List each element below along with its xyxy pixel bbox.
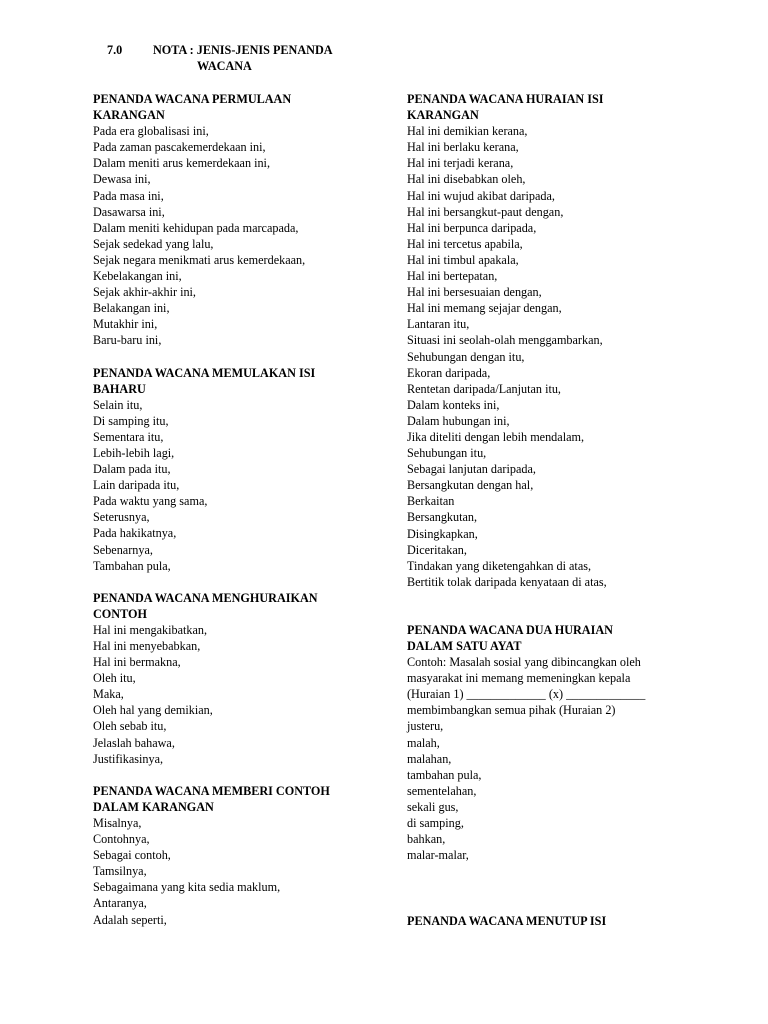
document-title-continued: WACANA <box>197 59 252 73</box>
right-column <box>407 91 677 879</box>
section-heading-continued: DALAM KARANGAN <box>93 799 214 814</box>
list-item: Sebenarnya, <box>93 542 153 557</box>
list-item: Pada waktu yang sama, <box>93 494 208 509</box>
list-item: Pada masa ini, <box>93 188 164 203</box>
list-item: Hal ini bertepatan, <box>407 269 498 284</box>
section-heading: PENANDA WACANA PERMULAAN <box>93 92 292 106</box>
list-item: Hal ini timbul apakala, <box>407 252 519 267</box>
list-item: malahan, <box>407 751 452 766</box>
list-item: Sejak negara menikmati arus kemerdekaan, <box>93 252 306 267</box>
list-item: Lantaran itu, <box>407 317 470 332</box>
list-item: Hal ini terjadi kerana, <box>407 156 514 171</box>
list-item: malah, <box>407 735 440 750</box>
list-item: Hal ini disebabkan oleh, <box>407 172 526 187</box>
list-item: Oleh itu, <box>93 671 136 686</box>
section-heading: PENANDA WACANA HURAIAN ISI <box>407 92 604 106</box>
example-text: Contoh: Masalah sosial yang dibincangkan oleh <box>407 655 641 670</box>
list-item: Pada era globalisasi ini, <box>93 124 209 139</box>
list-item: Sementara itu, <box>93 429 164 444</box>
section <box>93 590 368 767</box>
section <box>93 783 368 928</box>
section-number: 7.0 <box>107 43 123 57</box>
list-item: Seterusnya, <box>93 510 150 525</box>
list-item: Sehubungan dengan itu, <box>407 349 525 364</box>
section-heading: PENANDA WACANA MEMBERI CONTOH <box>93 783 330 798</box>
list-item: Pada zaman pascakemerdekaan ini, <box>93 140 266 155</box>
list-item: Dalam meniti kehidupan pada marcapada, <box>93 220 299 235</box>
section <box>93 365 368 574</box>
list-item: Selain itu, <box>93 397 143 412</box>
list-item: Bertitik tolak daripada kenyataan di atas, <box>407 574 607 589</box>
list-item: sementelahan, <box>407 783 477 798</box>
list-item: di samping, <box>407 816 464 831</box>
list-item: Hal ini berpunca daripada, <box>407 220 537 235</box>
section-heading-continued: DALAM SATU AYAT <box>407 639 522 653</box>
list-item: Pada hakikatnya, <box>93 526 177 541</box>
example-text: (Huraian 1) _____________ (x) _____________ <box>407 687 646 702</box>
list-item: Hal ini tercetus apabila, <box>407 236 523 251</box>
list-item: Hal ini bersesuaian dengan, <box>407 285 542 300</box>
list-item: Mutakhir ini, <box>93 317 158 332</box>
list-item: Jika diteliti dengan lebih mendalam, <box>407 429 585 444</box>
list-item: Sebagaimana yang kita sedia maklum, <box>93 880 281 895</box>
list-item: Berkaitan <box>407 494 455 509</box>
list-item: Situasi ini seolah-olah menggambarkan, <box>407 333 603 348</box>
list-item: Dasawarsa ini, <box>93 204 165 219</box>
section-heading: PENANDA WACANA MEMULAKAN ISI <box>93 365 316 380</box>
list-item: Bersangkutan, <box>407 510 478 525</box>
section <box>407 91 677 590</box>
list-item: Disingkapkan, <box>407 526 478 541</box>
list-item: Diceritakan, <box>407 542 467 557</box>
list-item: Ekoran daripada, <box>407 365 491 380</box>
list-item: Tambahan pula, <box>93 558 171 573</box>
list-item: Justifikasinya, <box>93 751 164 766</box>
list-item: Belakangan ini, <box>93 301 170 316</box>
list-item: Kebelakangan ini, <box>93 269 182 284</box>
list-item: Hal ini menyebabkan, <box>93 639 201 653</box>
section <box>407 622 677 863</box>
blank-gap <box>407 606 677 622</box>
list-item: Sebagai lanjutan daripada, <box>407 462 536 477</box>
list-item: Hal ini bermakna, <box>93 655 181 670</box>
section-heading: PENANDA WACANA MENGHURAIKAN <box>93 590 318 605</box>
list-item: tambahan pula, <box>407 767 482 782</box>
list-item: Sejak sedekad yang lalu, <box>93 236 214 251</box>
list-item: Dewasa ini, <box>93 172 151 187</box>
list-item: Jelaslah bahawa, <box>93 735 175 750</box>
example-text: masyarakat ini memang memeningkan kepala <box>407 671 631 686</box>
closing-section-heading: PENANDA WACANA MENUTUP ISI <box>407 914 607 928</box>
list-item: bahkan, <box>407 832 446 847</box>
section-heading-continued: KARANGAN <box>93 108 165 123</box>
list-item: Oleh hal yang demikian, <box>93 703 213 718</box>
section-heading: PENANDA WACANA DUA HURAIAN <box>407 622 613 637</box>
list-item: justeru, <box>407 719 444 734</box>
list-item: Tindakan yang diketengahkan di atas, <box>407 558 592 573</box>
list-item: Hal ini memang sejajar dengan, <box>407 301 562 316</box>
list-item: Lebih-lebih lagi, <box>93 445 175 460</box>
list-item: Adalah seperti, <box>93 912 167 927</box>
list-item: Lain daripada itu, <box>93 478 180 493</box>
document-title: NOTA : JENIS-JENIS PENANDA <box>153 43 333 57</box>
list-item: Antaranya, <box>93 896 147 911</box>
list-item: Contohnya, <box>93 832 150 847</box>
list-item: Maka, <box>93 687 124 702</box>
list-item: Baru-baru ini, <box>93 333 162 348</box>
list-item: malar-malar, <box>407 848 469 863</box>
list-item: Sehubungan itu, <box>407 446 487 461</box>
section-heading-continued: BAHARU <box>93 381 146 396</box>
list-item: Hal ini demikian kerana, <box>407 124 528 139</box>
list-item: Di samping itu, <box>93 413 169 428</box>
list-item: Tamsilnya, <box>93 864 147 879</box>
section <box>93 91 368 349</box>
list-item: Hal ini mengakibatkan, <box>93 622 208 637</box>
list-item: Sejak akhir-akhir ini, <box>93 285 196 300</box>
list-item: sekali gus, <box>407 799 459 814</box>
list-item: Bersangkutan dengan hal, <box>407 478 534 493</box>
list-item: Dalam meniti arus kemerdekaan ini, <box>93 156 270 171</box>
section-heading-continued: CONTOH <box>93 606 147 621</box>
example-text: membimbangkan semua pihak (Huraian 2) <box>407 703 616 718</box>
list-item: Oleh sebab itu, <box>93 719 167 734</box>
list-item: Dalam konteks ini, <box>407 397 500 412</box>
list-item: Dalam hubungan ini, <box>407 413 510 428</box>
list-item: Sebagai contoh, <box>93 848 171 863</box>
list-item: Hal ini wujud akibat daripada, <box>407 188 555 203</box>
left-column <box>93 91 368 944</box>
list-item: Rentetan daripada/Lanjutan itu, <box>407 381 561 396</box>
list-item: Hal ini berlaku kerana, <box>407 140 519 155</box>
list-item: Misalnya, <box>93 815 142 830</box>
list-item: Dalam pada itu, <box>93 462 171 477</box>
list-item: Hal ini bersangkut-paut dengan, <box>407 204 564 219</box>
section-heading-continued: KARANGAN <box>407 108 479 123</box>
